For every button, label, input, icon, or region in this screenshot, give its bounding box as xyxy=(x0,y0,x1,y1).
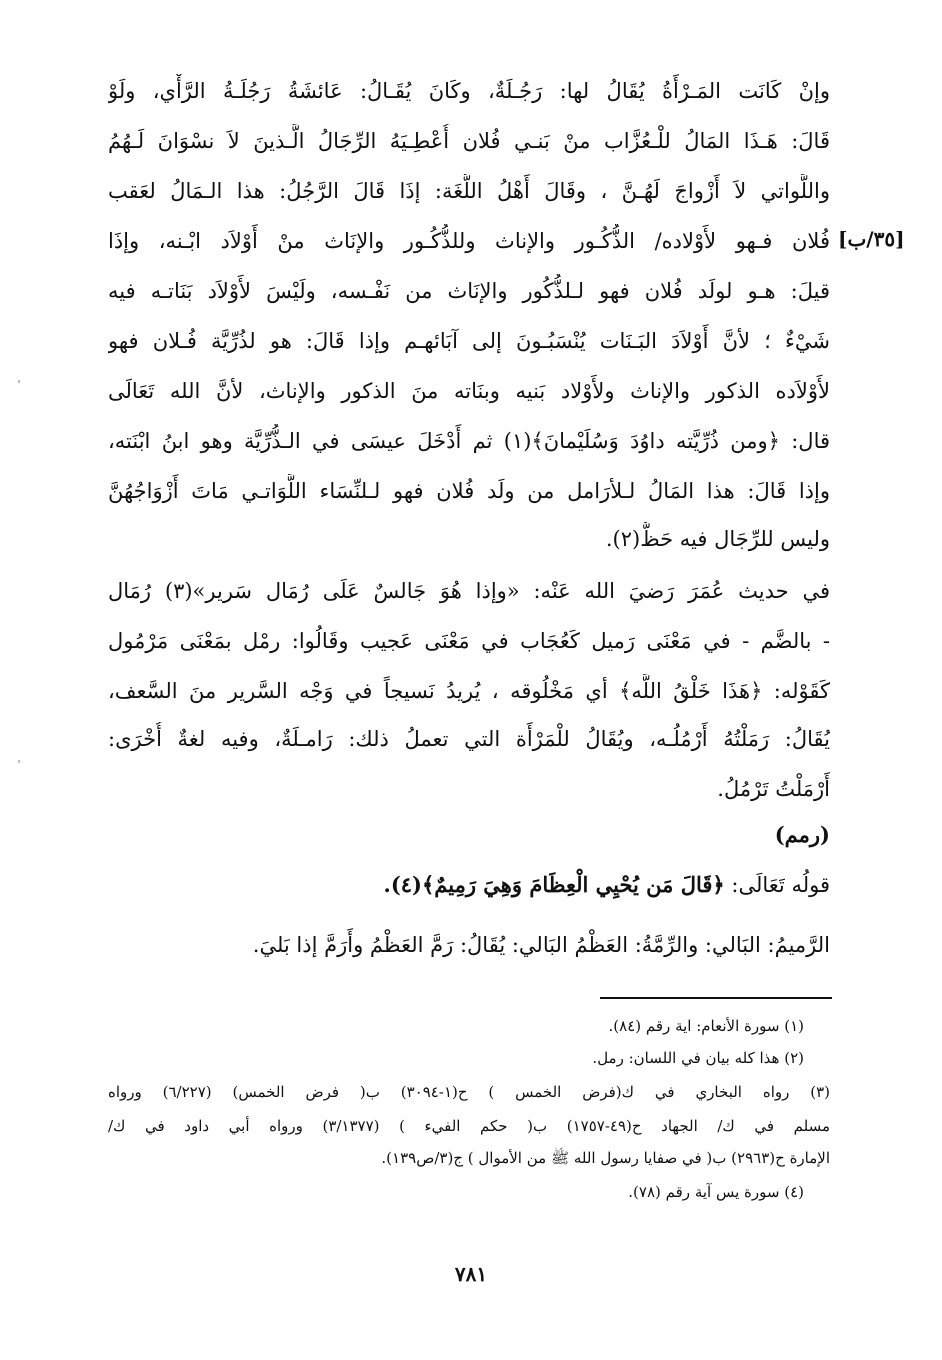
quran-verse: ﴿قَالَ مَن يُحْيِي الْعِظَامَ وَهِيَ رَمِيمٌ﴾(٤). xyxy=(383,872,725,897)
verse-intro: قولُه تَعَالَى: xyxy=(731,873,830,897)
text-line: قال: ﴿ومن ذُرِّيَّته داوُدَ وَسُلَيْمانَ﴾(١) ثم أَدْخَلَ عيسَى في الـذُّرِّيَّة وهو ابنُ ابْنَته، xyxy=(108,429,830,453)
text-line: أَرْمَلْتُ تَرْمُلُ. xyxy=(717,777,830,801)
text-line: شَيْءٌ ؛ لأنَّ أَوْلاَدَ البَـنَات يُنْسَبُـونَ إلى آبَائهـم وإذا قَالَ: هو لذُرِّيَّة فُـلان فهو xyxy=(108,329,830,353)
footnote: مسلم في ك/ الجهاد ح(٤٩-١٧٥٧) ب( حكم الفيء ) (٣/١٣٧٧) ورواه أبي داود في ك/ xyxy=(108,1117,830,1135)
text-line: قَالَ: هَـذَا المَالُ للْـعُزَّاب منْ بَنـي فُلان أُعْطِـيَهُ الرِّجَالُ الَّـذينَ لاَ نسْوَانَ لَـهُمُ xyxy=(108,129,830,153)
text-line: لأَوْلاَده الذكور والإناث ولأَوْلاد بَنيه وبنَاته منَ الذكور والإناث، لأنَّ الله تَعَالَى xyxy=(108,379,830,403)
page-number: ٧٨١ xyxy=(454,1262,488,1286)
text-line: وإنْ كَانَت المَـرْأَةُ يُقَالُ لها: رَجُـلَةٌ، وكَانَ يُقَـالُ: عَائشَةُ رَجُلَـةُ الرَّأْي، ولَوْ xyxy=(108,79,830,103)
footnote-separator xyxy=(600,997,832,999)
manuscript-folio-note: [٣٥/ب] xyxy=(838,227,905,251)
scan-edge-mark xyxy=(18,380,20,383)
footnote: (٣) رواه البخاري في ك(فرض الخمس ) ح(١-٣٠٩٤) ب( فرض الخمس) (٦/٢٢٧) ورواه xyxy=(108,1083,830,1101)
text-line: كَقَوْله: ﴿هَذَا خَلْقُ اللَّه﴾ أي مَخْلُوقه ، يُريدُ نَسيجاً في وَجْه السَّرير منَ السَّعف، xyxy=(108,679,830,703)
text-line: وليس للرِّجَال فيه حَظٌّ(٢). xyxy=(605,527,830,551)
footnote: (٢) هذا كله بيان في اللسان: رمل. xyxy=(592,1049,804,1067)
text-line: - بالضَّم - في مَعْنَى رَميل كَعُجَاب في مَعْنَى عَجيب وقَالُوا: رمْل بمَعْنَى مَرْمُول xyxy=(108,629,830,653)
text-line: يُقَالُ: رَمَلْتُهُ أَرْمُلُـه، ويُقَالُ للْمَرْأَة التي تعملُ ذلك: رَامـلَةٌ، وفيه لغةٌ أُخْرَى: xyxy=(108,727,830,751)
text-line: في حديث عُمَرَ رَضيَ الله عَنْه: «وإذا هُوَ جَالسٌ عَلَى رُمَال سَرير»(٣) رُمَال xyxy=(108,579,830,603)
entry-heading: (رمم) xyxy=(774,822,830,847)
text-line: واللَّواتي لاَ أَزْواجَ لَهُـنَّ ، وقَالَ أَهْلُ اللُّغَة: إذَا قَالَ الرَّجُلُ: هذا الـمَالُ لعَقب xyxy=(108,179,830,203)
text-line: وإذا قَالَ: هذا المَالُ لـلأرَامل من ولَد فُلان فهو لـلنِّسَاء اللَّوَاتـي مَاتَ أَزْوَاجُهُنَّ xyxy=(108,479,830,503)
footnote: الإمارة ح(٢٩٦٣) ب( في صفايا رسول الله ﷺ من الأموال ) ج(٣/ص١٣٩). xyxy=(381,1149,830,1167)
text-line: قيلَ: هـو لولَد فُلان فهو لـلذُّكُور والإنَاث من نَفْـسه، ولَيْسَ لأَوْلاَد بَنَاتـه فيه xyxy=(108,279,830,303)
text-line: فُلان فـهو لأَوْلاده/ الذُّكُـور والإناث وللذُّكُـور والإنَاث منْ أَوْلاَد ابْـنه، وإذَا xyxy=(108,229,830,253)
footnote: (٤) سورة يس آية رقم (٧٨). xyxy=(628,1183,804,1201)
verse-line xyxy=(108,868,830,908)
scan-edge-mark xyxy=(18,760,20,763)
footnote: (١) سورة الأنعام: اية رقم (٨٤). xyxy=(608,1017,804,1035)
definition-line: الرَّميمُ: البَالي: والرِّمَّةُ: العَظْمُ البَالي: يُقَالُ: رَمَّ العَظْمُ وأَرَمَّ إذا بَليَ. xyxy=(252,933,830,957)
